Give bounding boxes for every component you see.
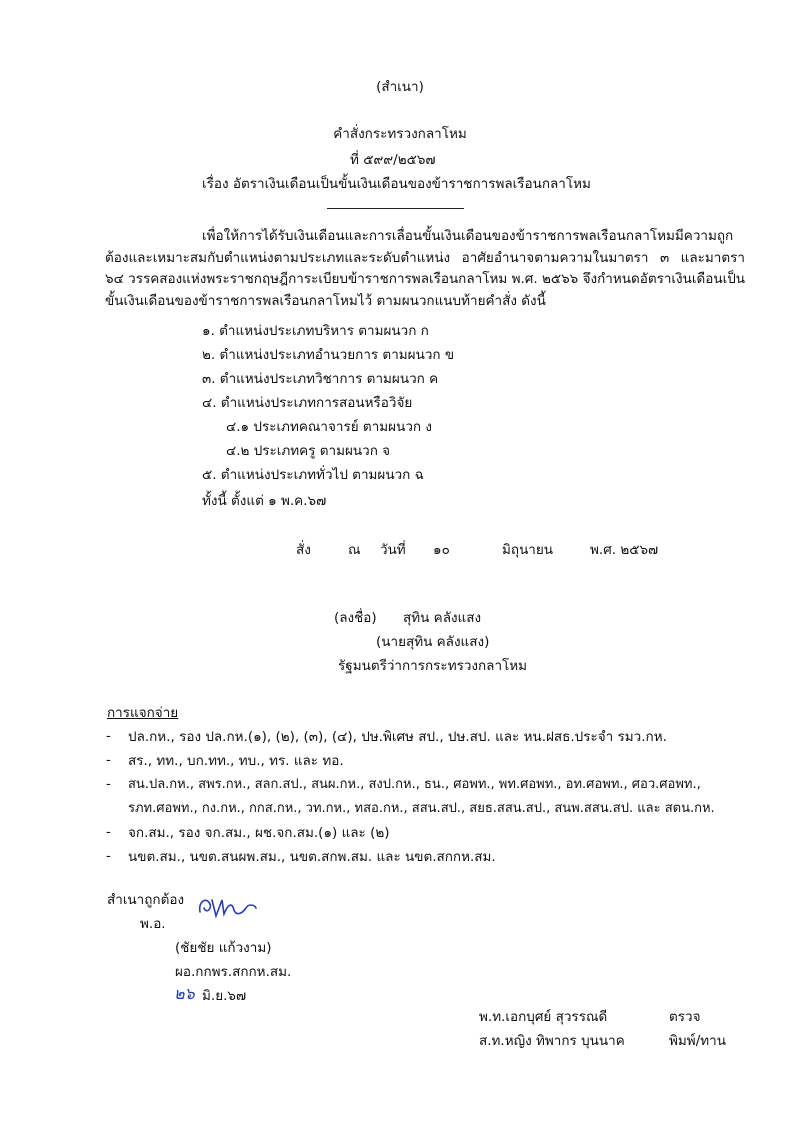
distribution-line-3: สน.ปล.กห., สพร.กห., สลก.สป., สนผ.กห., สงป.กห., ธน., ศอพท., พท.ศอพท., อท.ศอพท., ศอว.ศอพท., bbox=[128, 777, 701, 792]
item-3: ๓. ตำแหน่งประเภทวิชาการ ตามผนวก ค bbox=[202, 371, 439, 387]
distribution-heading: การแจกจ่าย bbox=[107, 705, 179, 721]
item-4-2: ๔.๒ ประเภทครู ตามผนวก จ bbox=[226, 443, 391, 459]
order-title: คำสั่งกระทรวงกลาโหม bbox=[333, 126, 467, 142]
certifier-position: ผอ.กกพร.สกกห.สม. bbox=[175, 964, 292, 980]
header-divider bbox=[327, 208, 464, 209]
dash: - bbox=[106, 824, 111, 840]
item-4-1: ๔.๑ ประเภทคณาจารย์ ตามผนวก ง bbox=[226, 419, 432, 435]
order-subject: เรื่อง อัตราเงินเดือนเป็นขั้นเงินเดือนของข้าราชการพลเรือนกลาโหม bbox=[202, 176, 591, 192]
distribution-line-4: จก.สม., รอง จก.สม., ผช.จก.สม.(๑) และ (๒) bbox=[128, 825, 390, 841]
distribution-line-2: สร., ทท., บก.ทท., ทบ., ทร. และ ทอ. bbox=[128, 753, 344, 769]
dash: - bbox=[106, 752, 111, 768]
typist-role: พิมพ์/ทาน bbox=[669, 1033, 726, 1049]
checker-role: ตรวจ bbox=[669, 1009, 701, 1025]
date-sang: สั่ง bbox=[296, 542, 311, 558]
distribution-line-3-cont: รภท.ศอพท., กง.กห., กกส.กห., วท.กห., ทสอ.กห., สสน.สป., สยธ.สสน.สป., สนพ.สสน.สป. และ สตน.กห. bbox=[128, 801, 715, 816]
body-paragraph bbox=[105, 226, 745, 312]
certifier-rank: พ.อ. bbox=[140, 916, 166, 932]
distribution-line-5: นขต.สม., นขต.สนผพ.สม., นขต.สกพ.สม. และ นขต.สกกห.สม. bbox=[128, 849, 496, 865]
item-1: ๑. ตำแหน่งประเภทบริหาร ตามผนวก ก bbox=[202, 323, 429, 339]
handwritten-signature bbox=[194, 892, 260, 924]
signed-name: สุทิน คลังแสง bbox=[403, 610, 482, 626]
certified-copy-label: สำเนาถูกต้อง bbox=[107, 892, 185, 908]
certifier-name: (ชัยชัย แก้วงาม) bbox=[175, 940, 272, 956]
effective-date: ทั้งนี้ ตั้งแต่ ๑ พ.ค.๖๗ bbox=[202, 493, 327, 509]
dash: - bbox=[106, 848, 111, 864]
item-5: ๕. ตำแหน่งประเภททั่วไป ตามผนวก ฉ bbox=[202, 467, 424, 483]
order-number: ที่ ๕๙๙/๒๕๖๗ bbox=[350, 152, 436, 168]
item-2: ๒. ตำแหน่งประเภทอำนวยการ ตามผนวก ข bbox=[202, 347, 455, 363]
signatory-full-name: (นายสุทิน คลังแสง) bbox=[376, 634, 490, 650]
certification-date: มิ.ย.๖๗ bbox=[202, 988, 247, 1004]
date-year: พ.ศ. ๒๕๖๗ bbox=[590, 542, 659, 558]
item-4: ๔. ตำแหน่งประเภทการสอนหรือวิจัย bbox=[202, 395, 413, 411]
checker-name: พ.ท.เอกบุศย์ สุวรรณดี bbox=[479, 1009, 608, 1025]
dash: - bbox=[106, 776, 111, 792]
typist-name: ส.ท.หญิง ทิพากร บุนนาค bbox=[479, 1033, 625, 1049]
date-wanthi: วันที่ bbox=[380, 542, 406, 558]
signed-label: (ลงชื่อ) bbox=[334, 610, 377, 626]
copy-mark: (สำเนา) bbox=[376, 79, 424, 95]
signatory-position: รัฐมนตรีว่าการกระทรวงกลาโหม bbox=[338, 658, 528, 674]
date-day: ๑๐ bbox=[433, 542, 450, 558]
date-month: มิถุนายน bbox=[502, 542, 554, 558]
date-na: ณ bbox=[348, 542, 361, 558]
handwritten-day: ๒๖ bbox=[174, 984, 195, 1003]
dash: - bbox=[106, 728, 111, 744]
distribution-line-1: ปล.กห., รอง ปล.กห.(๑), (๒), (๓), (๔), ปษ.พิเศษ สป., ปษ.สป. และ หน.ฝสธ.ประจำ รมว.กห. bbox=[128, 729, 667, 745]
body-paragraph-text: เพื่อให้การได้รับเงินเดือนและการเลื่อนขั้นเงินเดือนของข้าราชการพลเรือนกลาโหมมีความถูกต้องและเหมาะสมกับตำแหน่งตามประเภทและระดับตำแหน่ง อาศัยอำนาจตามความในมาตรา ๓ และมาตรา ๖๔ วรรคสองแห่งพระราชกฤษฎีการะเบียบข้าราชการพลเรือนกลาโหม พ.ศ. ๒๕๖๖ จึงกำหนดอัตราเงินเดือนเป็นขั้นเงินเดือนของข้าราชการพลเรือนกลาโหมไว้ ตามผนวกแนบท้ายคำสั่ง ดังนี้ bbox=[105, 228, 745, 309]
